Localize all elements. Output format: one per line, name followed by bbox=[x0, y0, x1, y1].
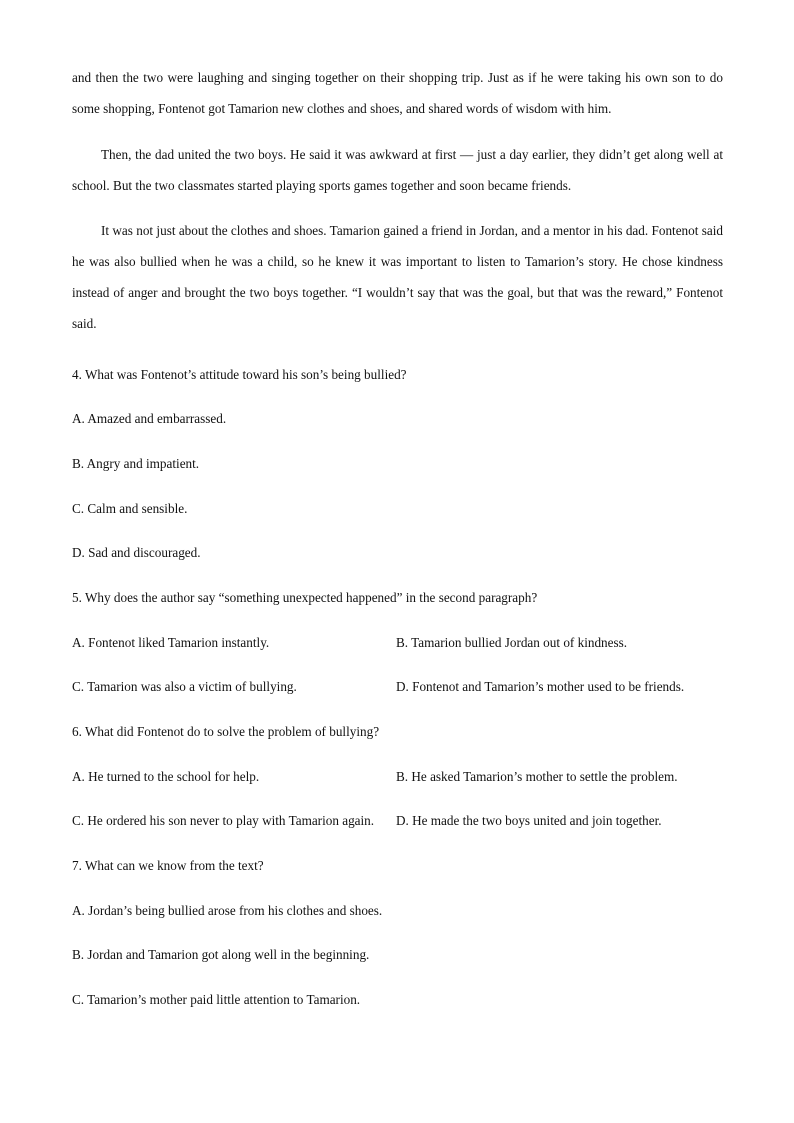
option-d: D. He made the two boys united and join together. bbox=[396, 813, 662, 829]
question-4 bbox=[72, 353, 723, 576]
option-b: B. He asked Tamarion’s mother to settle the problem. bbox=[396, 768, 678, 784]
option-b: B. Tamarion bullied Jordan out of kindness. bbox=[396, 634, 628, 650]
option-d: D. Fontenot and Tamarion’s mother used to be friends. bbox=[396, 679, 685, 695]
option-row bbox=[72, 755, 723, 800]
question-7 bbox=[72, 844, 723, 1023]
option-c: C. Calm and sensible. bbox=[72, 500, 188, 516]
option-row bbox=[72, 621, 723, 666]
document-page bbox=[72, 62, 723, 1023]
option-row bbox=[72, 665, 723, 710]
option-a: A. Amazed and embarrassed. bbox=[72, 411, 227, 427]
option-b: B. Angry and impatient. bbox=[72, 455, 200, 471]
question-stem: 7. What can we know from the text? bbox=[72, 858, 264, 874]
passage-paragraph: Then, the dad united the two boys. He said it was awkward at first — just a day earlier, they didn’t get along well at school. But the two classmates started playing sports games together and soon became friends. bbox=[72, 146, 723, 193]
passage-paragraph: It was not just about the clothes and shoes. Tamarion gained a friend in Jordan, and a mentor in his dad. Fontenot said he was also bullied when he was a child, so he knew it was important to listen to Tamarion’s story. He chose kindness instead of anger and brought the two boys together. “I wouldn’t say that was the goal, but that was the reward,” Fontenot said. bbox=[72, 223, 723, 331]
question-5 bbox=[72, 576, 723, 710]
option-a: A. Jordan’s being bullied arose from his clothes and shoes. bbox=[72, 902, 383, 918]
option-row bbox=[72, 799, 723, 844]
option-b: B. Jordan and Tamarion got along well in the beginning. bbox=[72, 947, 370, 963]
option-a: A. He turned to the school for help. bbox=[72, 768, 260, 784]
option-c: C. Tamarion’s mother paid little attention to Tamarion. bbox=[72, 992, 361, 1008]
question-6 bbox=[72, 710, 723, 844]
question-stem: 4. What was Fontenot’s attitude toward his son’s being bullied? bbox=[72, 366, 407, 382]
option-c: C. Tamarion was also a victim of bullying. bbox=[72, 679, 297, 695]
option-d: D. Sad and discouraged. bbox=[72, 545, 201, 561]
option-c: C. He ordered his son never to play with Tamarion again. bbox=[72, 813, 375, 829]
question-stem: 6. What did Fontenot do to solve the problem of bullying? bbox=[72, 724, 380, 739]
question-stem: 5. Why does the author say “something unexpected happened” in the second paragraph? bbox=[72, 589, 538, 605]
passage-paragraph: and then the two were laughing and singing together on their shopping trip. Just as if he were taking his own son to do some shopping, Fontenot got Tamarion new clothes and shoes, and shared words of wisdom with him. bbox=[72, 70, 723, 116]
option-a: A. Fontenot liked Tamarion instantly. bbox=[72, 634, 270, 650]
